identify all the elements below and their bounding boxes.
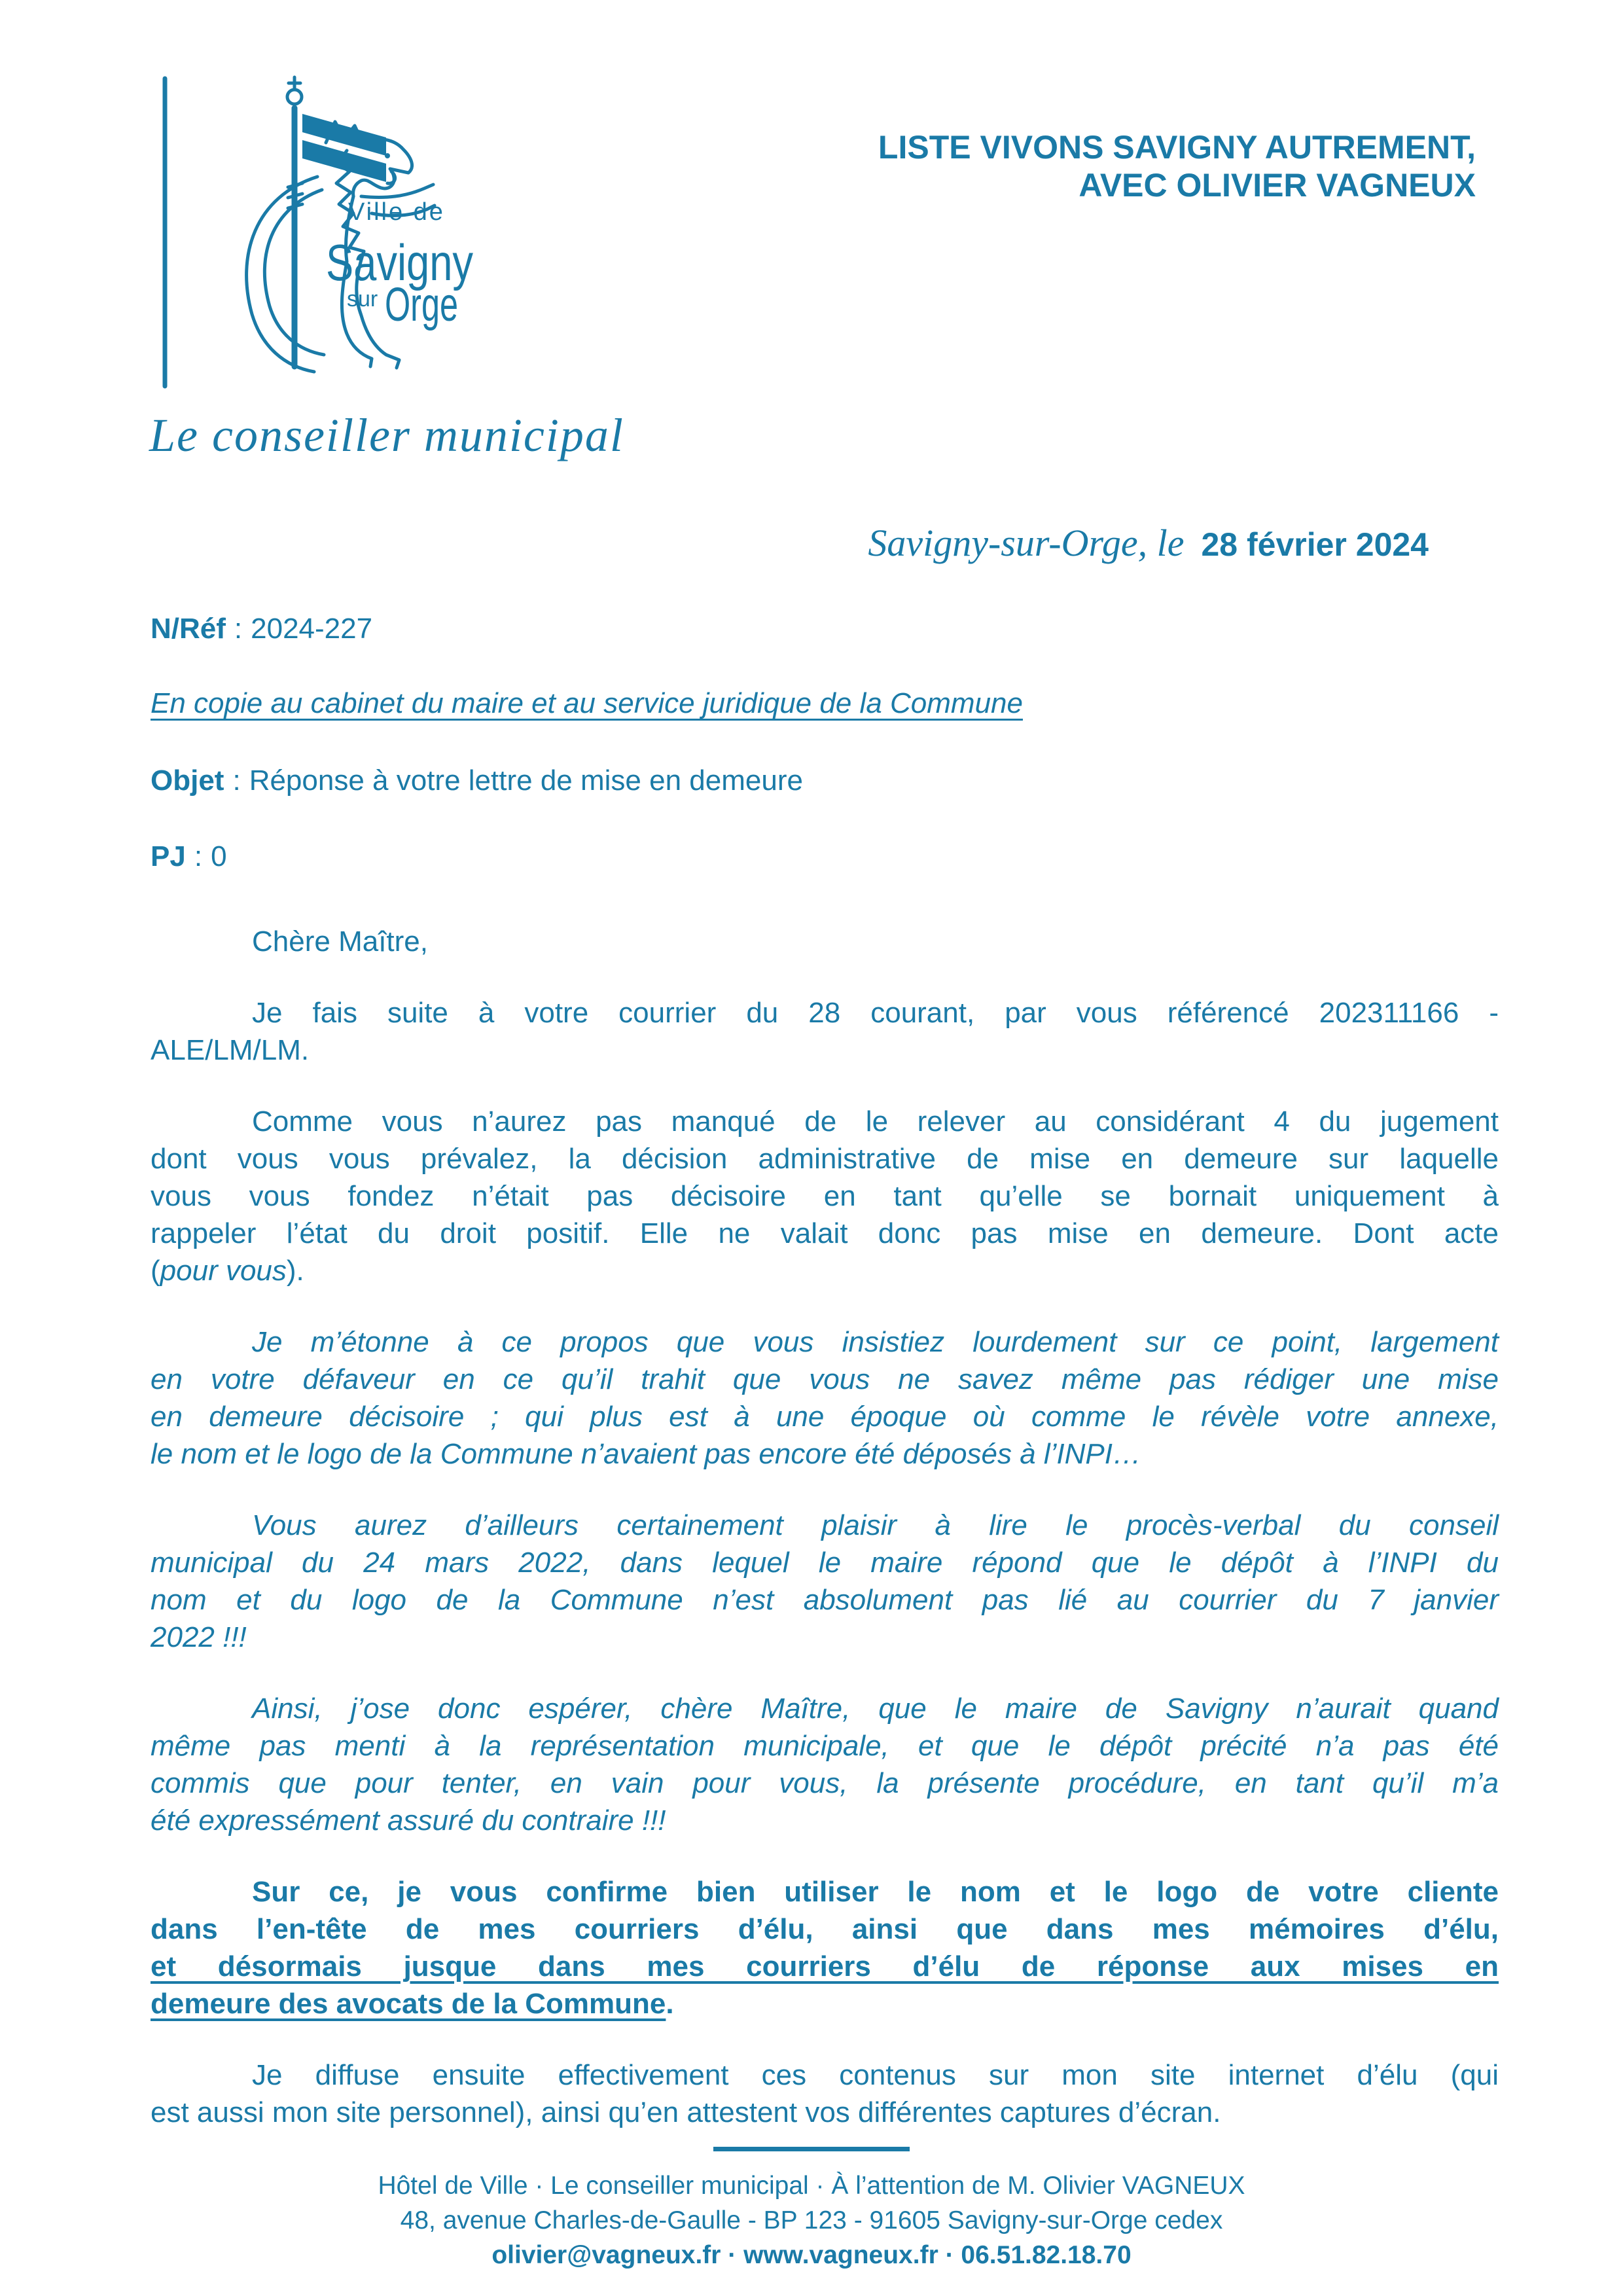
lion-front-leg-upper: [361, 185, 433, 198]
subject-colon: :: [232, 764, 241, 797]
attachments-colon: :: [194, 840, 203, 872]
underlined-line: et désormais jusque dans mes courriers d’élu de réponse aux mises en: [151, 1950, 1499, 1982]
paragraph-1: Je fais suite à votre courrier du 28 courant, par vous référencé 202311166 - ALE/LM/LM.: [151, 997, 1499, 1066]
dateline-place: Savigny-sur-Orge, le: [868, 522, 1185, 564]
logo-wordmark: [326, 198, 473, 331]
savigny-city-logo: [131, 59, 563, 412]
subject-value: Réponse à votre lettre de mise en demeure: [249, 764, 803, 797]
paragraph-4: Vous aurez d’ailleurs certainement plaisir à lire le procès-verbal du conseil municipal du 24 mars 2022, dans lequel le maire répond que le dépôt à l’INPI du nom et du logo de la Commune n’est absolument pas lié au courrier du 7 janvier 2022 !!!: [151, 1509, 1499, 1653]
lion-tongue: [387, 171, 395, 183]
dateline-date: 28 février 2024: [1201, 526, 1429, 563]
salutation: Chère Maître,: [252, 925, 428, 958]
logo-ville-de-label: Ville de: [348, 198, 445, 226]
subject-line: [151, 764, 803, 797]
list-title: [878, 128, 1476, 204]
lion-crest-graphic: [131, 59, 563, 412]
footer-address-line1: Hôtel de Ville · Le conseiller municipal · À l’attention de M. Olivier VAGNEUX: [378, 2172, 1245, 2200]
letter-body: [151, 923, 1499, 2165]
reference-line: [151, 613, 372, 645]
copy-recipients-line: En copie au cabinet du maire et au service juridique de la Commune: [151, 687, 1023, 719]
footer-divider: [713, 2147, 910, 2151]
dateline: [868, 521, 1429, 565]
list-title-line1: LISTE VIVONS SAVIGNY AUTREMENT,: [878, 129, 1476, 166]
reference-value: 2024-227: [251, 613, 373, 645]
logo-savigny-label: Savigny: [326, 234, 473, 291]
letter-footer: [0, 2147, 1623, 2272]
sender-title: Le conseiller municipal: [149, 409, 624, 461]
paragraph-7: Je diffuse ensuite effectivement ces contenus sur mon site internet d’élu (qui est aussi mon site personnel), ainsi qu’en attestent vos différentes captures d’écran.: [151, 2059, 1499, 2128]
flag-pole-finial: [287, 90, 302, 104]
paragraph-2-lastline: (pour vous).: [151, 1255, 304, 1287]
flag-pole-cross: [289, 77, 300, 89]
list-title-line2: AVEC OLIVIER VAGNEUX: [1079, 167, 1476, 204]
paragraph-6-lastline: demeure des avocats de la Commune.: [151, 1988, 674, 2020]
paragraph-2: Comme vous n’aurez pas manqué de le relever au considérant 4 du jugement dont vous vous prévalez, la décision administrative de mise en demeure sur laquelle vous vous fondez n’était pas décisoire en tant qu’elle se bornait uniquement à rappeler l’état du droit positif. Elle ne valait donc pas mise en demeure. Dont acte (pour vous).: [151, 1103, 1499, 1289]
attachments-value: 0: [211, 840, 227, 872]
logo-orge-label: Orge: [385, 279, 458, 331]
pour-vous-italic: pour vous: [160, 1255, 287, 1287]
paragraph-6: Sur ce, je vous confirme bien utiliser le nom et le logo de votre cliente dans l’en-tête de mes courriers d’élu, ainsi que dans mes mémoires d’élu, et désormais jusque dans mes courriers d’élu de réponse aux mises en demeure des avocats de la Commune.: [151, 1873, 1499, 2022]
logo-sur-label: sur: [347, 287, 378, 312]
footer-address-line2: 48, avenue Charles-de-Gaulle - BP 123 - 91605 Savigny-sur-Orge cedex: [400, 2206, 1223, 2234]
paragraph-5: Ainsi, j’ose donc espérer, chère Maître, que le maire de Savigny n’aurait quand même pas menti à la représentation municipale, et que le dépôt précité n’a pas été commis que pour tenter, en vain pour vous, la présente procédure, en tant qu’il m’a été expressément assuré du contraire !!!: [151, 1693, 1499, 1837]
footer-contact-line: olivier@vagneux.fr · www.vagneux.fr · 06.51.82.18.70: [491, 2241, 1132, 2269]
subject-label: Objet: [151, 764, 224, 797]
lion-tail-outer: [247, 177, 317, 372]
attachments-line: [151, 840, 227, 873]
attachments-label: PJ: [151, 840, 186, 872]
paragraph-3: Je m’étonne à ce propos que vous insistiez lourdement sur ce point, largement en votre défaveur en ce qu’il trahit que vous ne savez même pas rédiger une mise en demeure décisoire ; qui plus est à une époque où comme le révèle votre annexe, le nom et le logo de la Commune n’avaient pas encore été déposés à l’INPI…: [151, 1326, 1499, 1470]
reference-colon: :: [234, 613, 243, 645]
reference-label: N/Réf: [151, 613, 226, 645]
